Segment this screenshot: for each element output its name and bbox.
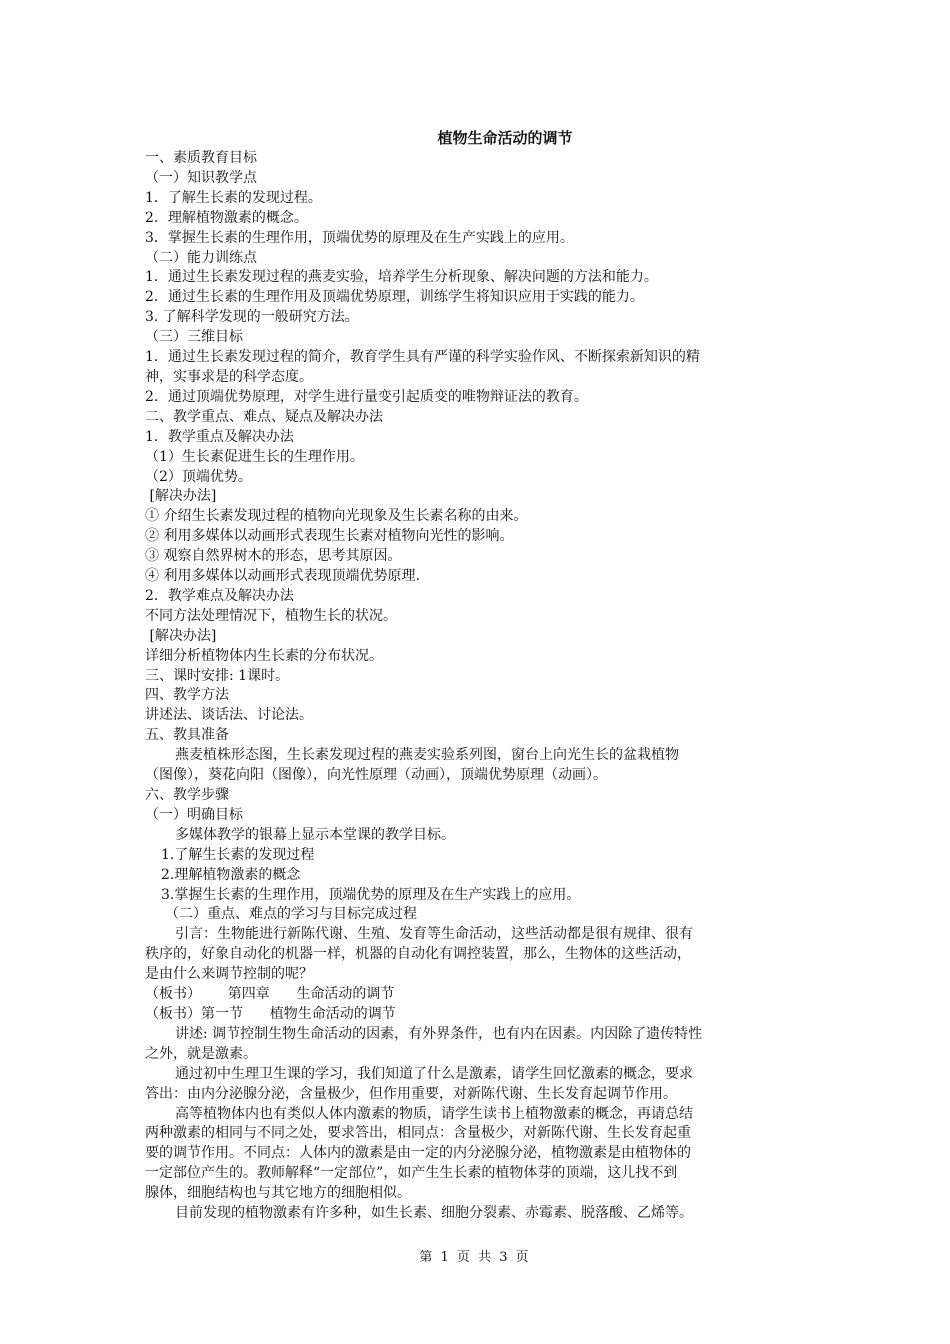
text-line: 1．通过生长素发现过程的简介，教育学生具有严谨的科学实验作风、不断探索新知识的精 <box>145 349 700 366</box>
text-line: （二）能力训练点 <box>145 249 257 266</box>
text-line: 六、教学步骤 <box>145 787 229 803</box>
text-line: 是由什么来调节控制的呢？ <box>145 966 313 983</box>
text-line: 秩序的，好象自动化的机器一样，机器的自动化有调控装置，那么，生物体的这些活动， <box>145 946 691 963</box>
text-line: （2）顶端优势。 <box>145 468 252 485</box>
text-line: 不同方法处理情况下，植物生长的状况。 <box>145 607 397 624</box>
text-line: 1．了解生长素的发现过程。 <box>145 189 322 206</box>
text-line: 二、教学重点、难点、疑点及解决办法 <box>145 408 383 425</box>
text-line: 一、素质教育目标 <box>145 150 257 166</box>
text-line: 腺体，细胞结构也与其它地方的细胞相似。 <box>145 1185 411 1202</box>
document-title: 植物生命活动的调节 <box>437 129 573 147</box>
document-body <box>145 149 810 1224</box>
text-line: 1．教学重点及解决办法 <box>145 428 294 445</box>
text-line: 多媒体教学的银幕上显示本堂课的教学目标。 <box>175 826 455 843</box>
text-line: （板书） 第四章 生命活动的调节 <box>145 986 395 1003</box>
text-line: [解决办法] <box>145 488 217 505</box>
text-line: （一）明确目标 <box>145 806 243 823</box>
text-line: 一定部位产生的。教师解释“一定部位”，如产生生长素的植物体芽的顶端，这儿找不到 <box>145 1165 678 1182</box>
text-line: ② 利用多媒体以动画形式表现生长素对植物向光性的影响。 <box>145 528 514 545</box>
text-line: 通过初中生理卫生课的学习，我们知道了什么是激素，请学生回忆激素的概念，要求 <box>175 1065 693 1082</box>
text-line: （三）三维目标 <box>145 329 243 346</box>
text-line: （1）生长素促进生长的生理作用。 <box>145 448 364 465</box>
text-line: 3.掌握生长素的生理作用，顶端优势的原理及在生产实践上的应用。 <box>161 886 581 903</box>
text-line: 1.了解生长素的发现过程 <box>161 846 315 863</box>
text-line: （一）知识教学点 <box>145 169 257 186</box>
text-line: （二）重点、难点的学习与目标完成过程 <box>165 906 417 923</box>
text-line: 答出：由内分泌腺分泌，含量极少，但作用重要，对新陈代谢、生长发育起调节作用。 <box>145 1085 677 1102</box>
text-line: 要的调节作用。不同点：人体内的激素是由一定的内分泌腺分泌，植物激素是由植物体的 <box>145 1145 691 1162</box>
text-line: ④ 利用多媒体以动画形式表现顶端优势原理. <box>145 568 420 585</box>
text-line: 详细分析植物体内生长素的分布状况。 <box>145 647 383 664</box>
text-line: 3．掌握生长素的生理作用，顶端优势的原理及在生产实践上的应用。 <box>145 229 574 246</box>
text-line: （板书）第一节 植物生命活动的调节 <box>145 1005 396 1022</box>
text-line: ③ 观察自然界树木的形态，思考其原因。 <box>145 548 402 565</box>
text-line: 2.理解植物激素的概念 <box>161 866 301 883</box>
text-line: 2．理解植物激素的概念。 <box>145 209 308 226</box>
text-line: 五、教具准备 <box>145 727 229 744</box>
text-line: （图像），葵花向阳（图像），向光性原理（动画），顶端优势原理（动画）。 <box>145 767 607 784</box>
text-line: 引言：生物能进行新陈代谢、生殖、发育等生命活动，这些活动都是很有规律、很有 <box>175 926 693 943</box>
text-line: 之外，就是激素。 <box>145 1045 257 1062</box>
text-line: 2．通过生长素的生理作用及顶端优势原理，训练学生将知识应用于实践的能力。 <box>145 289 644 306</box>
text-line: 1．通过生长素发现过程的燕麦实验，培养学生分析现象、解决问题的方法和能力。 <box>145 269 658 286</box>
text-line: 3. 了解科学发现的一般研究方法。 <box>145 309 359 326</box>
text-line: 讲述法、谈话法、讨论法。 <box>145 707 313 724</box>
text-line: 燕麦植株形态图，生长素发现过程的燕麦实验系列图，窗台上向光生长的盆栽植物 <box>175 747 679 764</box>
text-line: 两种激素的相同与不同之处，要求答出，相同点：含量极少，对新陈代谢、生长发育起重 <box>145 1125 691 1142</box>
page-footer: 第 1 页 共 3 页 <box>419 1250 531 1265</box>
text-line: ① 介绍生长素发现过程的植物向光现象及生长素名称的由来。 <box>145 508 528 525</box>
text-line: 目前发现的植物激素有许多种，如生长素、细胞分裂素、赤霉素、脱落酸、乙烯等。 <box>175 1205 693 1222</box>
text-line: 讲述: 调节控制生物生命活动的因素，有外界条件，也有内在因素。内因除了遗传特性 <box>175 1025 703 1042</box>
text-line: 2．通过顶端优势原理，对学生进行量变引起质变的唯物辩证法的教育。 <box>145 388 588 405</box>
text-line: 神，实事求是的科学态度。 <box>145 368 313 385</box>
text-line: 高等植物体内也有类似人体内激素的物质，请学生读书上植物激素的概念，再请总结 <box>175 1105 693 1122</box>
text-line: [解决办法] <box>145 627 217 644</box>
text-line: 2．教学难点及解决办法 <box>145 587 294 604</box>
text-line: 三、课时安排: 1课时。 <box>145 667 290 684</box>
text-line: 四、教学方法 <box>145 687 229 704</box>
